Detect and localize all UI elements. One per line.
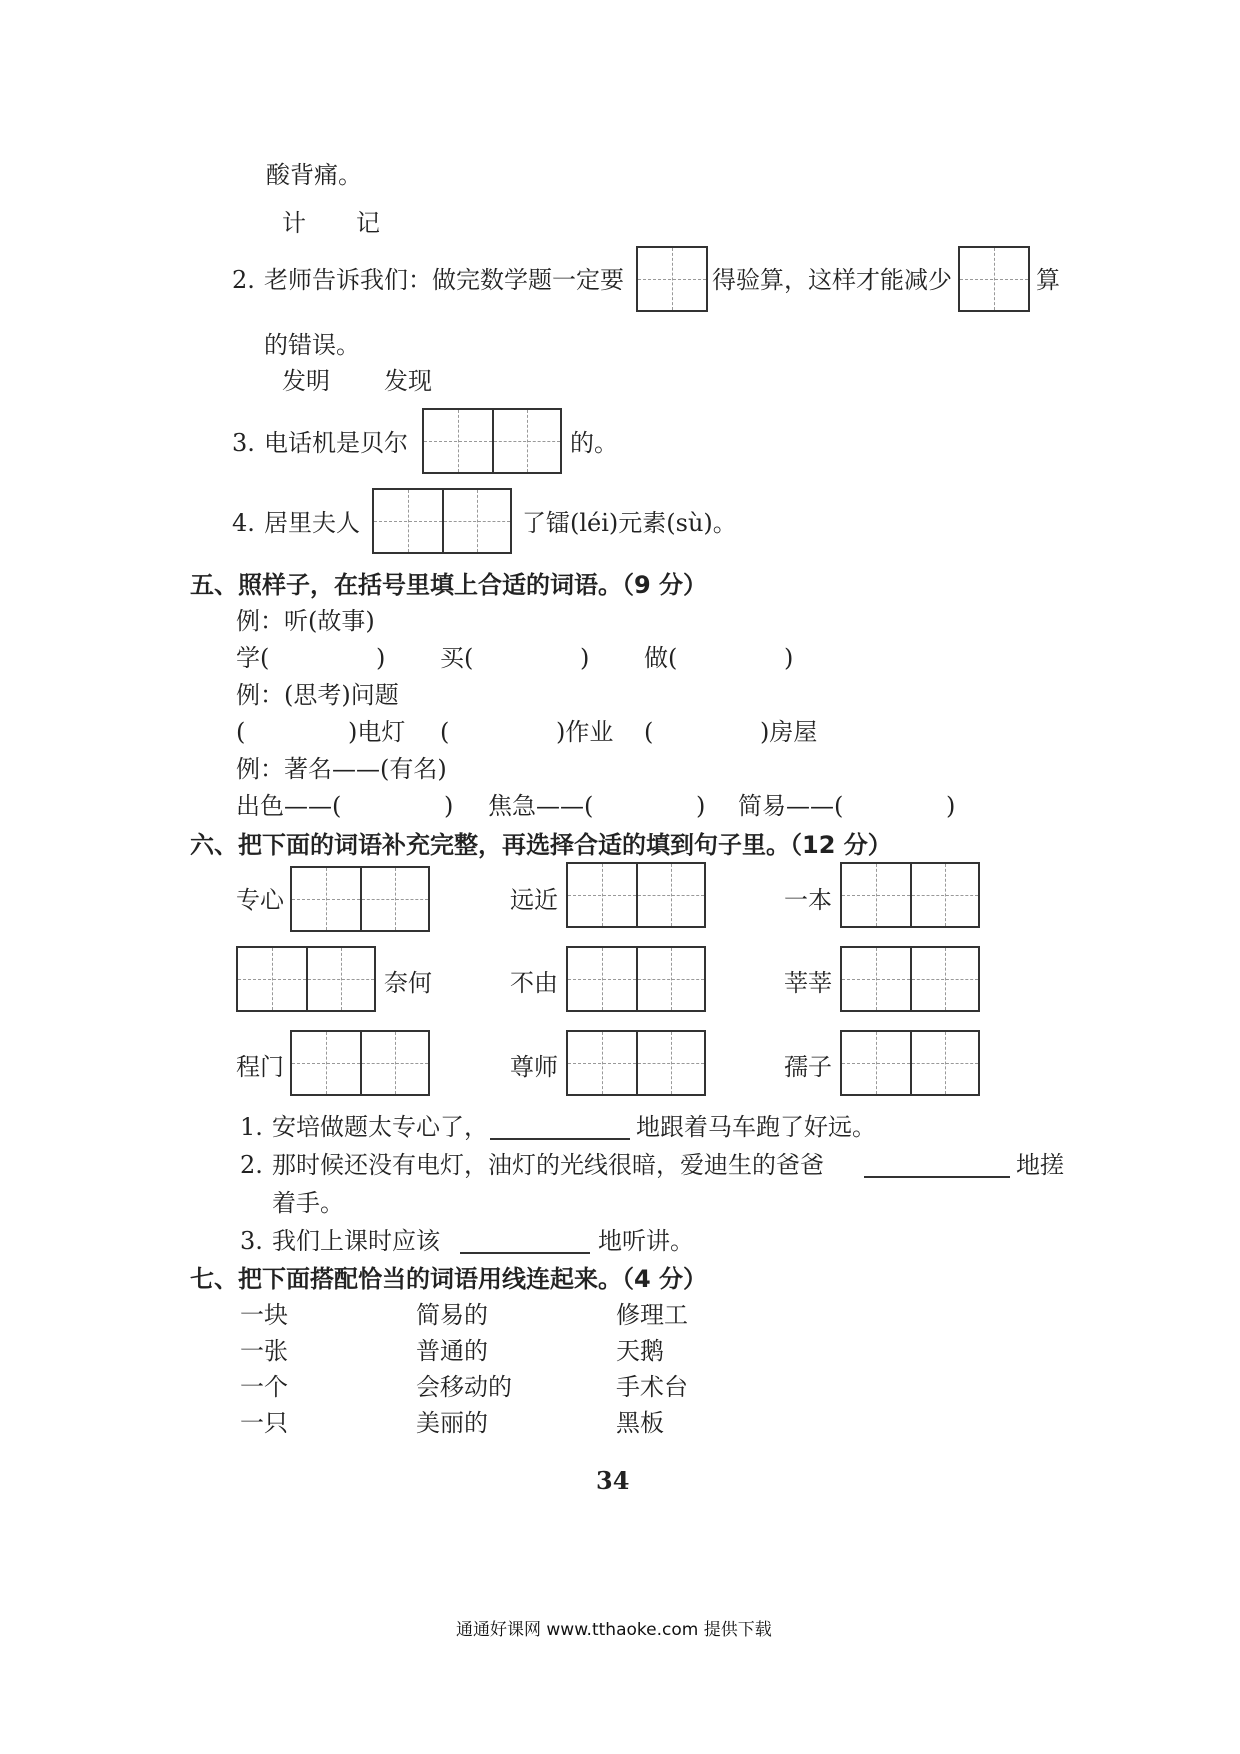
- idiom-prefix: 尊师: [510, 1053, 558, 1081]
- sentence-post: 地搓: [1016, 1151, 1064, 1179]
- match-item[interactable]: 会移动的: [416, 1373, 512, 1401]
- match-item[interactable]: 修理工: [616, 1301, 688, 1329]
- idiom-prefix: 不由: [510, 969, 558, 997]
- idiom-box[interactable]: [566, 946, 706, 1012]
- fill-label: (: [644, 718, 654, 746]
- idiom-box[interactable]: [236, 946, 376, 1012]
- fill-label: ): [444, 792, 454, 820]
- fill-label: ): [376, 644, 386, 672]
- fill-label: 做(: [644, 644, 678, 672]
- match-item[interactable]: 一张: [240, 1337, 288, 1365]
- match-item[interactable]: 一只: [240, 1409, 288, 1437]
- match-item[interactable]: 黑板: [616, 1409, 664, 1437]
- fill-label: )房屋: [760, 718, 818, 746]
- idiom-prefix: 一本: [784, 886, 832, 914]
- sentence-pre: 安培做题太专心了，: [272, 1113, 488, 1141]
- fill-label: )电灯: [348, 718, 406, 746]
- item3-pre: 电话机是贝尔: [264, 429, 408, 457]
- fill-label: ): [580, 644, 590, 672]
- item-number: 2.: [240, 1151, 263, 1179]
- idiom-box[interactable]: [290, 866, 430, 932]
- footer-credit: 通通好课网 www.tthaoke.com 提供下载: [456, 1620, 772, 1640]
- fill-label: )作业: [556, 718, 614, 746]
- item3-post: 的。: [570, 429, 618, 457]
- match-item[interactable]: 简易的: [416, 1301, 488, 1329]
- section-7-title: 七、把下面搭配恰当的词语用线连起来。（4 分）: [190, 1265, 708, 1293]
- idiom-box[interactable]: [840, 862, 980, 928]
- idiom-prefix: 程门: [236, 1053, 284, 1081]
- section-6-title: 六、把下面的词语补充完整，再选择合适的填到句子里。（12 分）: [190, 831, 892, 859]
- sentence-post: 地听讲。: [598, 1227, 694, 1255]
- sentence-pre: 那时候还没有电灯，油灯的光线很暗，爱迪生的爸爸: [272, 1151, 824, 1179]
- sentence-post: 地跟着马车跑了好远。: [636, 1113, 876, 1141]
- item4-post: 了镭(léi)元素(sù)。: [522, 509, 737, 537]
- match-item[interactable]: 一个: [240, 1373, 288, 1401]
- idiom-prefix: 孺子: [784, 1053, 832, 1081]
- idiom-prefix: 莘莘: [784, 969, 832, 997]
- fill-blank[interactable]: [864, 1176, 1010, 1178]
- item2-pre: 老师告诉我们：做完数学题一定要: [264, 266, 624, 294]
- item-number: 4.: [232, 509, 255, 537]
- answer-box[interactable]: [636, 246, 708, 312]
- idiom-box[interactable]: [840, 946, 980, 1012]
- match-item[interactable]: 普通的: [416, 1337, 488, 1365]
- item2-cont: 的错误。: [264, 331, 360, 359]
- idiom-box[interactable]: [566, 1030, 706, 1096]
- page-number: 34: [596, 1466, 630, 1495]
- fill-label: 简易——(: [738, 792, 844, 820]
- fill-label: (: [236, 718, 246, 746]
- fill-blank[interactable]: [490, 1138, 630, 1140]
- fill-label: ): [696, 792, 706, 820]
- section-5-title: 五、照样子，在括号里填上合适的词语。（9 分）: [190, 571, 708, 599]
- option-faming: 发明: [282, 367, 330, 395]
- match-item[interactable]: 天鹅: [616, 1337, 664, 1365]
- match-item[interactable]: 一块: [240, 1301, 288, 1329]
- item-number: 1.: [240, 1113, 263, 1141]
- example: 例：(思考)问题: [236, 681, 399, 709]
- idiom-box[interactable]: [290, 1030, 430, 1096]
- item4-pre: 居里夫人: [264, 509, 360, 537]
- item2-post: 算: [1036, 266, 1060, 294]
- fill-label: ): [784, 644, 794, 672]
- example: 例：著名——(有名): [236, 755, 447, 783]
- fill-label: 出色——(: [236, 792, 342, 820]
- idiom-prefix: 远近: [510, 886, 558, 914]
- option-ji2: 记: [356, 209, 380, 237]
- sentence-cont: 着手。: [272, 1189, 344, 1217]
- idiom-prefix: 专心: [236, 886, 284, 914]
- sentence-pre: 我们上课时应该: [272, 1227, 440, 1255]
- item-number: 2.: [232, 266, 255, 294]
- idiom-suffix: 奈何: [384, 969, 432, 997]
- answer-box[interactable]: [422, 408, 562, 474]
- fill-label: 焦急——(: [488, 792, 594, 820]
- fill-label: 学(: [236, 644, 270, 672]
- option-ji1: 计: [282, 209, 306, 237]
- fill-label: ): [946, 792, 956, 820]
- item-number: 3.: [240, 1227, 263, 1255]
- example: 例：听(故事): [236, 607, 375, 635]
- match-item[interactable]: 美丽的: [416, 1409, 488, 1437]
- answer-box[interactable]: [372, 488, 512, 554]
- answer-box[interactable]: [958, 246, 1030, 312]
- line-continuation: 酸背痛。: [266, 161, 362, 189]
- item2-mid: 得验算，这样才能减少: [712, 266, 952, 294]
- idiom-box[interactable]: [566, 862, 706, 928]
- fill-blank[interactable]: [460, 1252, 590, 1254]
- option-faxian: 发现: [384, 367, 432, 395]
- item-number: 3.: [232, 429, 255, 457]
- fill-label: 买(: [440, 644, 474, 672]
- fill-label: (: [440, 718, 450, 746]
- match-item[interactable]: 手术台: [616, 1373, 688, 1401]
- idiom-box[interactable]: [840, 1030, 980, 1096]
